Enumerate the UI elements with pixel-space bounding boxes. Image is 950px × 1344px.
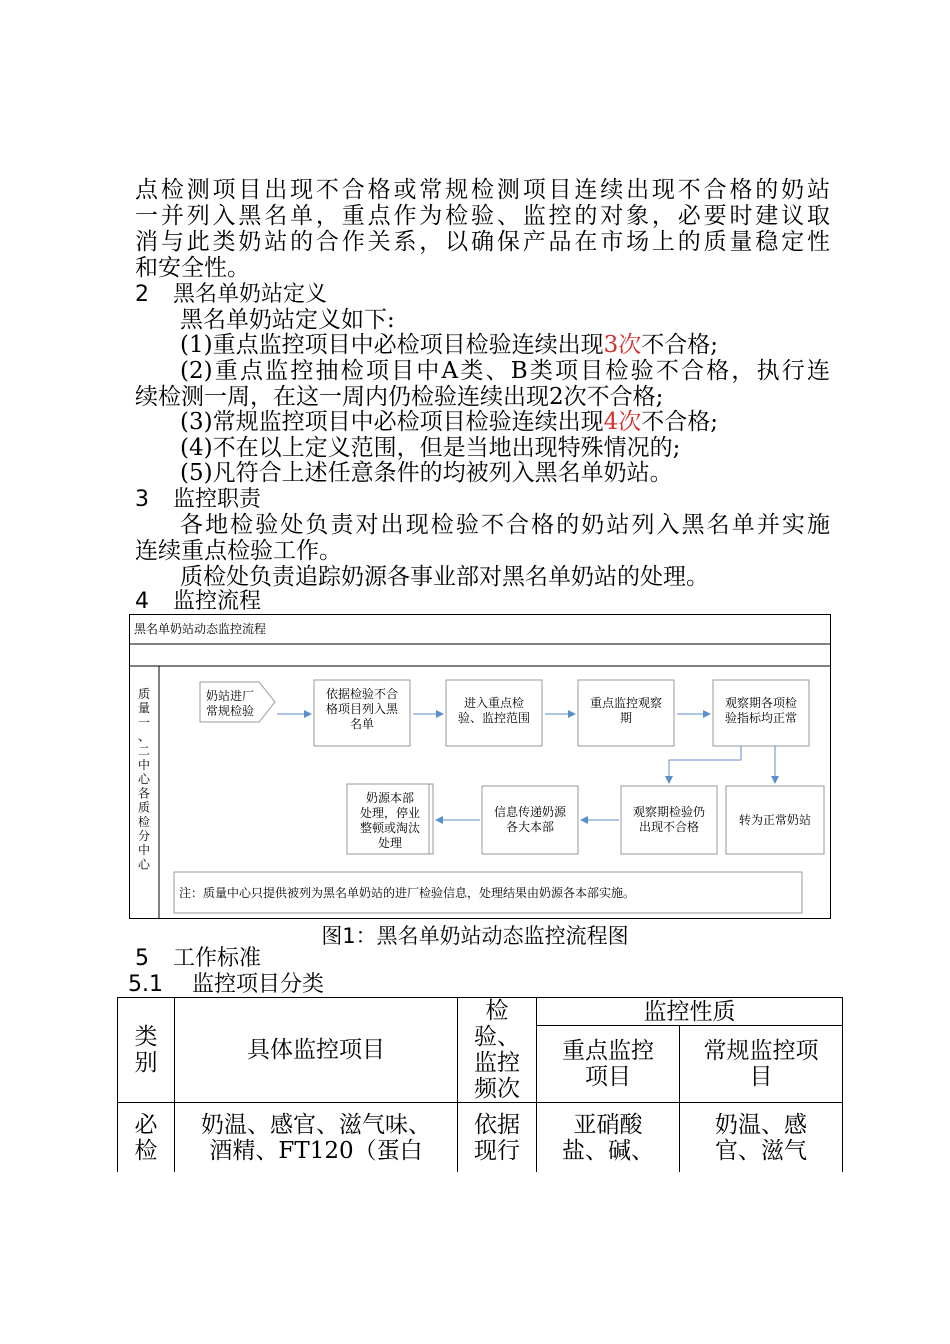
flow-step-s8-line-2: 各大本部 (505, 820, 555, 834)
flow-step-s3-line-1: 进入重点检 (463, 696, 525, 710)
flow-step-s9-line-1: 奶源本部 (365, 791, 415, 805)
row-category: 必 检 (118, 1103, 175, 1173)
lane-label-char: 分 (137, 829, 151, 843)
flowchart-note: 注：质量中心只提供被列为黑名单奶站的进厂检验信息，处理结果由奶源各本部实施。 (179, 886, 636, 900)
header-key-items: 重点监控 项目 (537, 1026, 680, 1103)
header-routine-items: 常规监控项 目 (680, 1026, 843, 1103)
definition-item-2-line-2: 续检测一周，在这一周内仍检验连续出现2次不合格; (135, 384, 664, 410)
section-5-heading: 5 工作标准 (135, 946, 262, 971)
figure-caption: 图1：黑名单奶站动态监控流程图 (321, 924, 629, 948)
highlight-count-4: 4次 (603, 409, 642, 435)
intro-line-4: 和安全性。 (135, 255, 250, 281)
lane-label-char: 中 (137, 843, 151, 858)
intro-line-2: 一并列入黑名单，重点作为检验、监控的对象，必要时建议取 (135, 203, 830, 229)
section-3-heading: 3 监控职责 (135, 487, 262, 512)
monitoring-items-table (117, 997, 843, 1173)
header-frequency: 检 验、 监控 频次 (458, 998, 537, 1103)
flowchart-title: 黑名单奶站动态监控流程 (134, 622, 267, 636)
lane-label-char: 二 (137, 743, 151, 758)
flow-step-s7-line-1: 转为正常奶站 (738, 813, 812, 827)
flow-step-s9-line-2: 处理，停业 (359, 806, 421, 820)
lane-label-char: 各 (137, 786, 151, 801)
lane-label-char: 中 (137, 758, 151, 772)
flow-step-s6-line-1: 观察期检验仍 (632, 805, 706, 819)
flow-step-s6-line-2: 出现不合格 (638, 820, 700, 834)
section-2-lead: 黑名单奶站定义如下: (180, 307, 395, 333)
flow-step-s2-line-1: 依据检验不合 (325, 687, 399, 701)
header-category: 类 别 (118, 998, 175, 1103)
intro-line-3: 消与此类奶站的合作关系，以确保产品在市场上的质量稳定性 (135, 229, 830, 255)
page-bottom-blank (100, 1172, 860, 1232)
definition-item-1: (1)重点监控项目中必检项目检验连续出现3次不合格; (180, 332, 718, 358)
flow-step-s2-line-2: 格项目列入黑 (325, 702, 399, 716)
definition-item-3: (3)常规监控项目中必检项目检验连续出现4次不合格; (180, 409, 718, 435)
definition-item-4: (4)不在以上定义范围，但是当地出现特殊情况的; (180, 435, 681, 461)
flow-step-s9-line-4: 处理 (377, 836, 403, 850)
flow-step-s4-line-1: 重点监控观察 (589, 696, 663, 710)
lane-label-char: 检 (137, 814, 151, 829)
row-routine: 奶温、感 官、滋气 (680, 1103, 843, 1173)
header-items: 具体监控项目 (175, 998, 458, 1103)
lane-label-char: 一 (137, 715, 151, 730)
lane-label-char: 质 (137, 800, 151, 815)
intro-line-1: 点检测项目出现不合格或常规检测项目连续出现不合格的奶站 (135, 177, 830, 203)
section-4-heading: 4 监控流程 (135, 589, 262, 614)
section-3-para-1-line-2: 连续重点检验工作。 (135, 538, 342, 564)
flow-step-s2-line-3: 名单 (349, 717, 375, 731)
row-items: 奶温、感官、滋气味、 酒精、FT120（蛋白 (175, 1103, 458, 1173)
lane-label-char: 心 (137, 772, 151, 787)
flow-step-s3-line-2: 验、监控范围 (457, 711, 531, 725)
lane-label-char: 、 (137, 729, 151, 744)
flow-step-s1-line-1: 奶站进厂 (205, 689, 255, 703)
lane-label-char: 心 (137, 857, 151, 872)
section-5-1-heading: 5.1 监控项目分类 (128, 972, 325, 997)
flow-step-s8-line-1: 信息传递奶源 (493, 805, 567, 819)
lane-label (138, 686, 151, 871)
flow-step-s5-line-2: 验指标均正常 (724, 711, 798, 725)
flow-step-s5-line-1: 观察期各项检 (724, 696, 798, 710)
definition-item-5: (5)凡符合上述任意条件的均被列入黑名单奶站。 (180, 460, 673, 486)
row-key: 亚硝酸 盐、碱、 (537, 1103, 680, 1173)
header-nature: 监控性质 (537, 998, 843, 1026)
definition-item-2-line-1: (2)重点监控抽检项目中A类、B类项目检验不合格，执行连 (180, 358, 830, 384)
blacklist-flowchart (129, 614, 833, 920)
section-3-para-1-line-1: 各地检验处负责对出现检验不合格的奶站列入黑名单并实施 (180, 512, 830, 538)
flow-step-s9-line-3: 整顿或淘汰 (359, 821, 421, 835)
lane-label-char: 质 (137, 687, 151, 701)
section-3-para-2: 质检处负责追踪奶源各事业部对黑名单奶站的处理。 (180, 564, 709, 590)
highlight-count-3: 3次 (603, 332, 642, 358)
table-row (118, 1103, 843, 1173)
lane-label-char: 量 (137, 701, 151, 716)
flow-step-s1-line-2: 常规检验 (205, 704, 255, 718)
flow-step-s4-line-2: 期 (619, 711, 633, 725)
row-frequency: 依据 现行 (458, 1103, 537, 1173)
section-2-heading: 2 黑名单奶站定义 (135, 282, 328, 307)
